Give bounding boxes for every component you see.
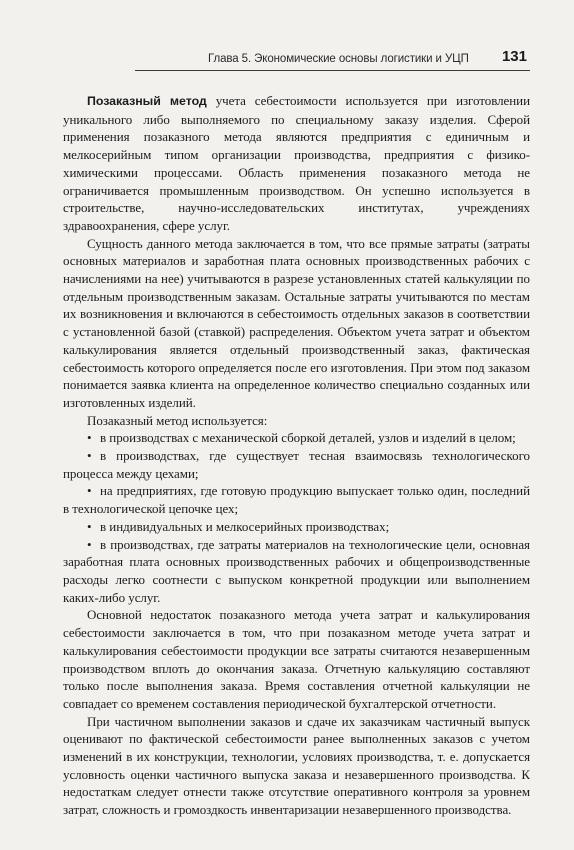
body-text <box>63 92 530 819</box>
list-item: • в индивидуальных и мелкосерийных производствах; <box>87 518 390 534</box>
bullet-icon: • <box>87 430 92 446</box>
bullet-list <box>63 429 530 606</box>
bullet-icon: • <box>87 518 92 534</box>
paragraph-5: При частичном выполнении заказов и сдаче их заказчикам частичный выпуск оценивают по фактической себестоимости ранее выполненных заказов с учетом изменений в их конструкции, технологии, условиях производства, т. е. допускается условность оценки частичного выпуска заказа и незавершенного производства. К недостаткам следует отнести также отсутствие оперативного контроля за уровнем затрат, сложность и громоздкость инвентаризации незавершенного производства. <box>63 713 530 818</box>
paragraph-1-text: учета себестоимости используется при изготовлении уникального либо выполняемого по специальному заказу изделия. Сферой применения позаказного метода являются предприятия с единичным и мелкосерийным типом организации производства, предприятия с физико-химическими процессами. Область применения позаказного метода не ограничивается промышленным производством. Он успешно используется в строительстве, научно-исследовательских институтах, учреждениях здравоохранения, сфере услуг. <box>63 93 531 233</box>
chapter-title: Глава 5. Экономические основы логистики и УЦП <box>208 53 469 65</box>
paragraph-2: Сущность данного метода заключается в том, что все прямые затраты (затраты основных материалов и заработная плата основных производственных рабочих с начислениями на нее) учитываются в разрезе установленных статей калькуляции по отдельным производственным заказам. Остальные затраты учитываются по местам их возникновения и включаются в себестоимость отдельных заказов в соответствии с установленной базой (ставкой) распределения. Объектом учета затрат и объектом калькулирования является отдельный производственный заказ, фактическая себестоимость которого определяется после его изготовления. При этом под заказом понимается заявка клиента на определенное количество специально созданных или изготовленных изделий. <box>63 235 530 410</box>
list-item: • на предприятиях, где готовую продукцию выпускает только один, последний в технологической цепочке цех; <box>63 483 530 517</box>
bullet-icon: • <box>87 448 92 464</box>
paragraph-3: Позаказный метод используется: <box>87 412 268 428</box>
bullet-icon: • <box>87 483 92 499</box>
paragraph-1 <box>63 92 530 235</box>
list-item: • в производствах, где существует тесная взаимосвязь технологического процесса между цехами; <box>63 448 530 481</box>
paragraph-4: Основной недостаток позаказного метода учета затрат и калькулирования себестоимости заключается в том, что при позаказном методе учета затрат и калькулирования себестоимости продукции все затраты считаются незавершенным производством вплоть до окончания заказа. Отчетную калькуляцию составляют только после выполнения заказа. Время составления отчетной калькуляции не совпадает со временем составления периодической бухгалтерской отчетности. <box>63 607 530 711</box>
page-number: 131 <box>501 48 527 65</box>
running-header <box>135 50 530 71</box>
term-bold: Позаказный метод <box>87 94 207 108</box>
bullet-icon: • <box>87 536 92 552</box>
list-item: • в производствах с механической сборкой деталей, узлов и изделий в целом; <box>87 430 516 446</box>
list-item: • в производствах, где затраты материалов на технологические цели, основная заработная плата основных производственных рабочих и общепроизводственные расходы легко соотнести с выпуском конкретной продукции или выполнением каких-либо услуг. <box>63 536 530 605</box>
